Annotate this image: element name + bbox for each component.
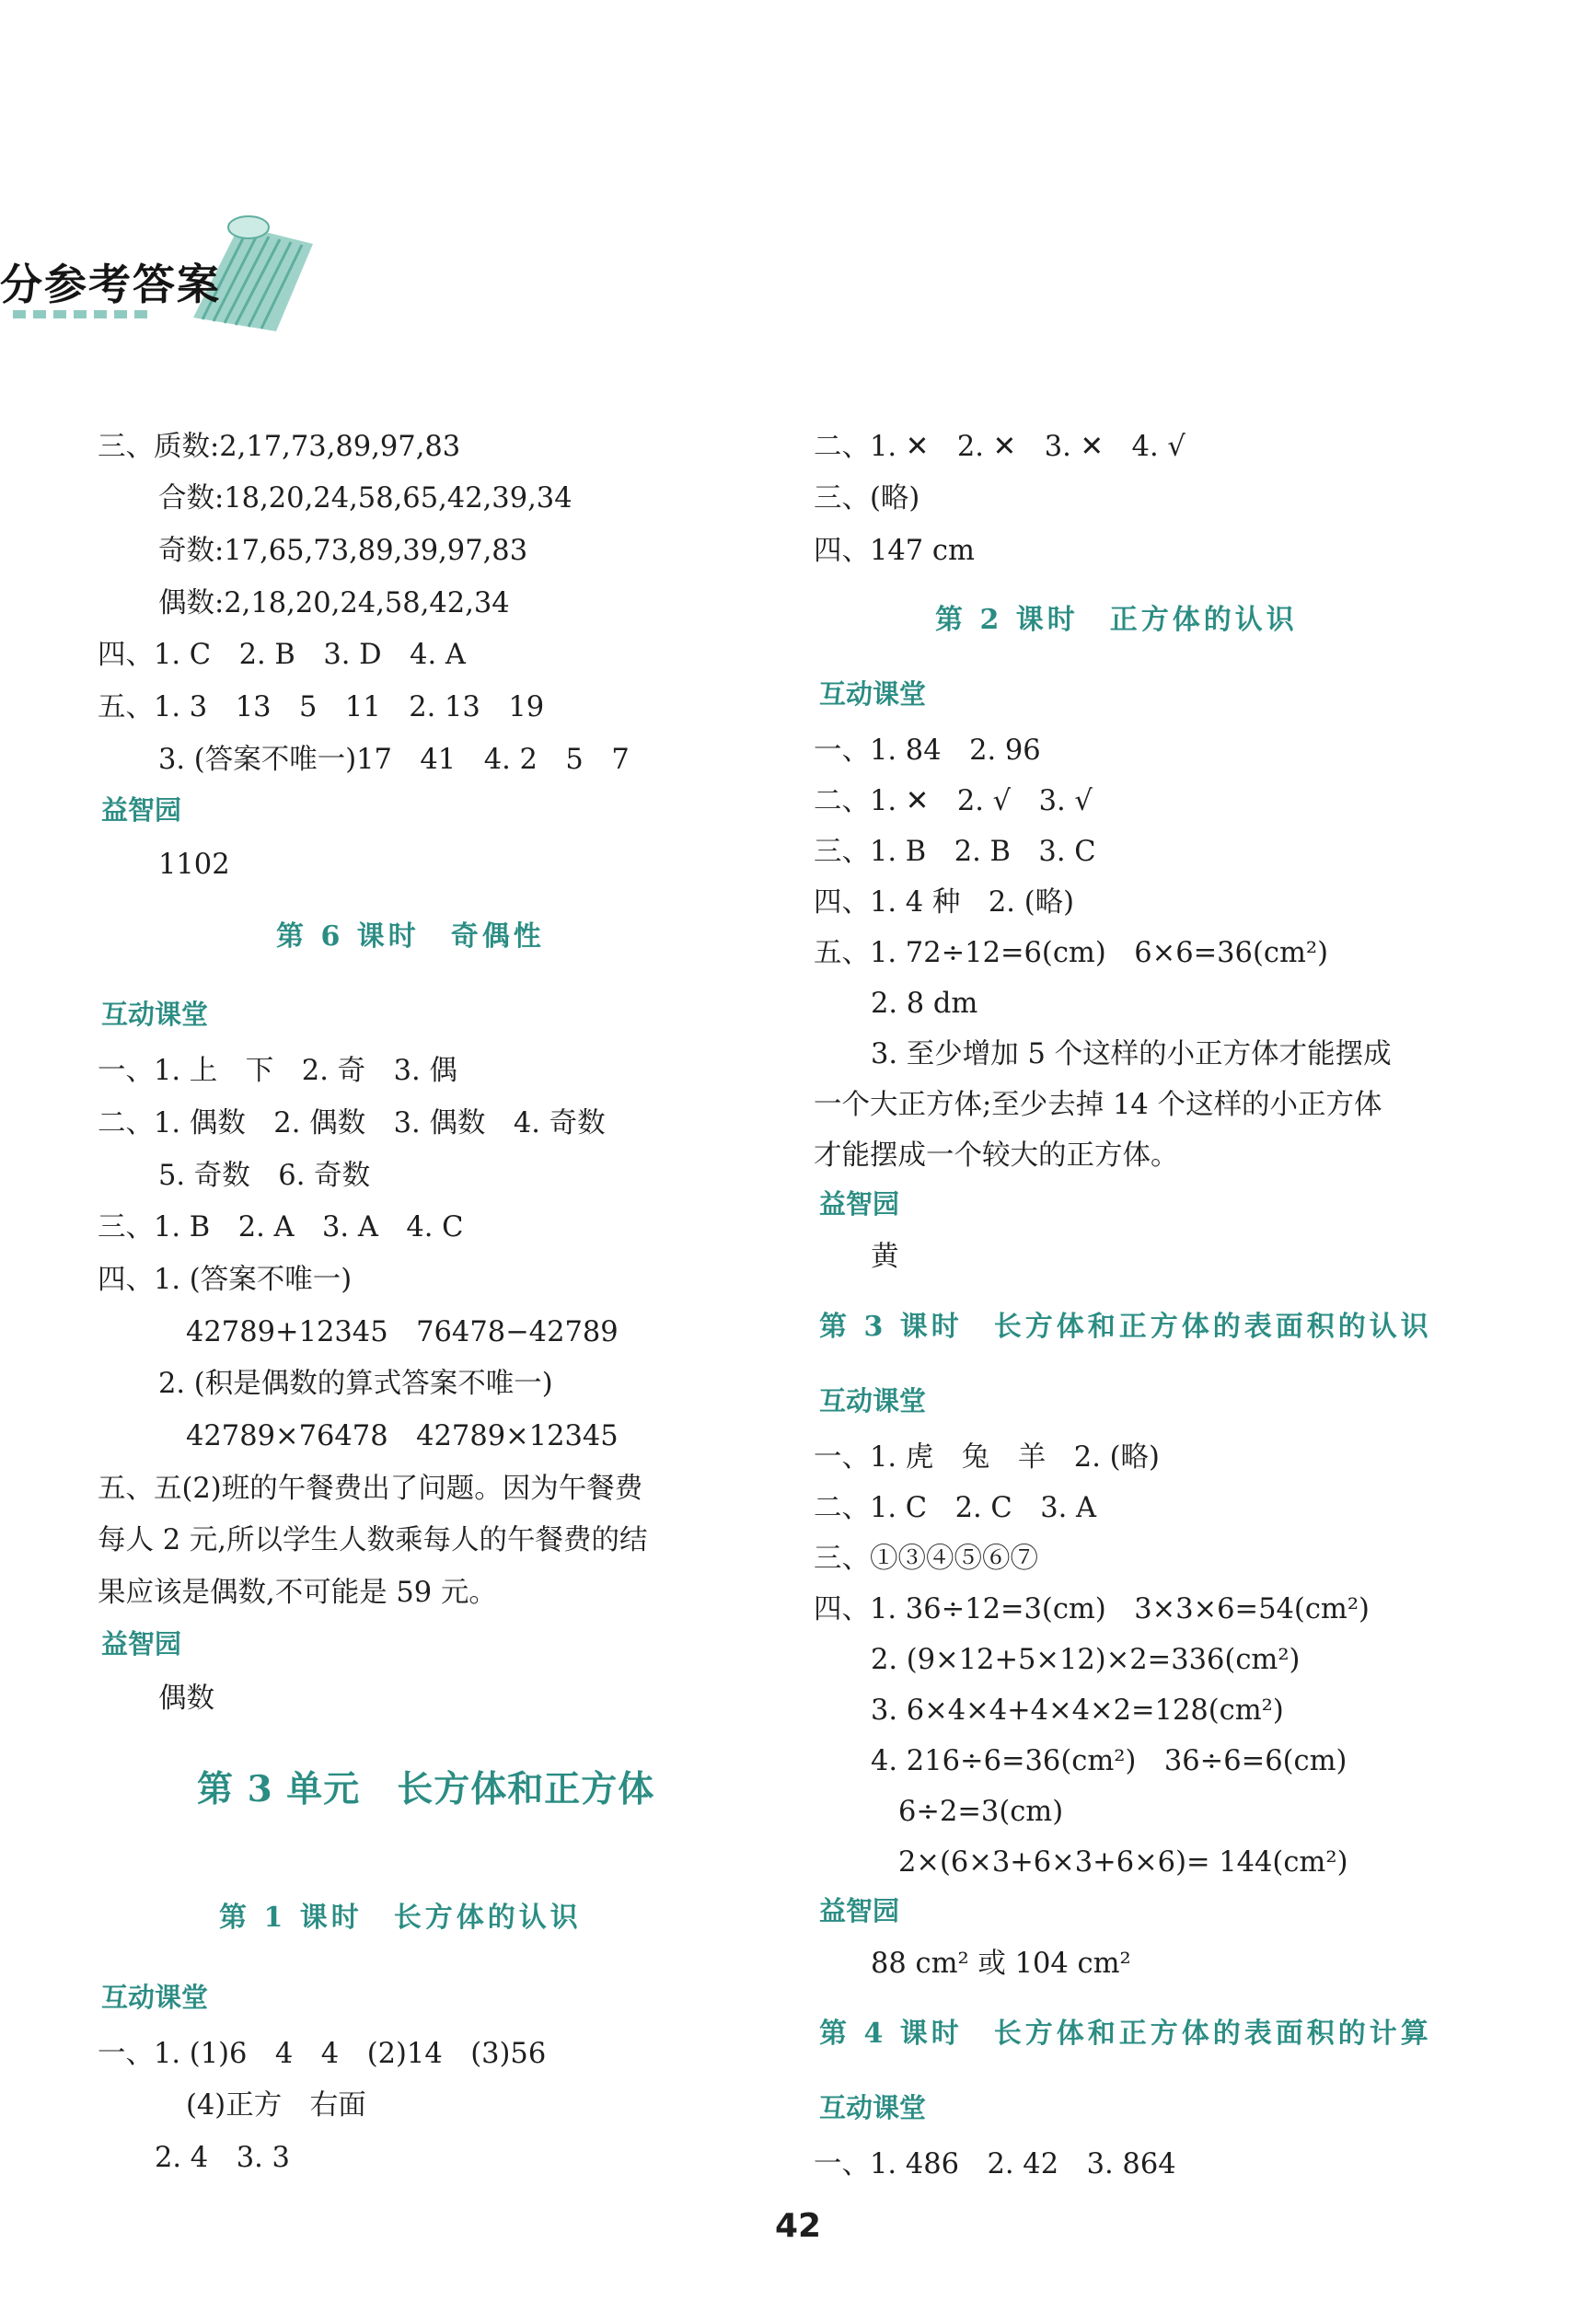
answer-line: 五、1. 3 13 5 11 2. 13 19 — [98, 691, 545, 723]
answer-line: 果应该是偶数,不可能是 59 元。 — [98, 1577, 497, 1609]
answer-line: 1102 — [158, 849, 230, 881]
answer-line: 奇数:17,65,73,89,39,97,83 — [158, 535, 528, 567]
answer-line: 6÷2=3(cm) — [898, 1796, 1064, 1828]
answer-line: 四、147 cm — [814, 535, 975, 567]
answer-line: 五、1. 72÷12=6(cm) 6×6=36(cm²) — [814, 937, 1328, 969]
answer-line: 一、1. 84 2. 96 — [814, 734, 1041, 767]
answer-line: 五、五(2)班的午餐费出了问题。因为午餐费 — [98, 1473, 643, 1505]
header-banner — [0, 207, 331, 345]
answer-line: 2. (积是偶数的算式答案不唯一) — [158, 1368, 553, 1400]
answer-line: 一、1. 上 下 2. 奇 3. 偶 — [98, 1055, 457, 1087]
answer-line: 三、1. B 2. A 3. A 4. C — [98, 1211, 464, 1243]
section-heading: 互动课堂 — [819, 678, 927, 710]
answer-line: 一、1. (1)6 4 4 (2)14 (3)56 — [98, 2038, 547, 2070]
answer-line: 三、1. B 2. B 3. C — [814, 836, 1096, 868]
answer-line: (4)正方 右面 — [186, 2089, 366, 2122]
unit-title: 第 3 单元 长方体和正方体 — [197, 1768, 655, 1810]
answer-line: 二、1. ✕ 2. √ 3. √ — [814, 785, 1093, 817]
answer-line: 一个大正方体;至少去掉 14 个这样的小正方体 — [814, 1089, 1382, 1121]
answer-line: 合数:18,20,24,58,65,42,39,34 — [158, 482, 572, 515]
section-heading: 互动课堂 — [101, 999, 209, 1030]
section-heading: 益智园 — [819, 1188, 900, 1220]
answer-line: 三、质数:2,17,73,89,97,83 — [98, 431, 461, 463]
answer-line: 四、1. 4 种 2. (略) — [814, 886, 1074, 919]
answer-line: 3. 至少增加 5 个这样的小正方体才能摆成 — [871, 1038, 1392, 1070]
section-heading: 益智园 — [101, 794, 182, 826]
section-heading: 益智园 — [819, 1895, 900, 1926]
answer-line: 四、1. (答案不唯一) — [98, 1264, 353, 1296]
answer-line: 三、①③④⑤⑥⑦ — [814, 1543, 1038, 1575]
section-heading: 互动课堂 — [819, 1385, 927, 1417]
answer-line: 2. 4 3. 3 — [155, 2142, 290, 2174]
answer-line: 2. (9×12+5×12)×2=336(cm²) — [871, 1644, 1301, 1676]
answer-line: 三、(略) — [814, 482, 920, 515]
answer-line: 42789×76478 42789×12345 — [186, 1420, 619, 1452]
answer-line: 二、1. ✕ 2. ✕ 3. ✕ 4. √ — [814, 431, 1185, 463]
answer-line: 四、1. 36÷12=3(cm) 3×3×6=54(cm²) — [814, 1593, 1370, 1625]
section-heading: 互动课堂 — [819, 2092, 927, 2123]
answer-line: 2. 8 dm — [871, 988, 978, 1020]
answer-line: 88 cm² 或 104 cm² — [871, 1948, 1131, 1980]
answer-line: 二、1. C 2. C 3. A — [814, 1492, 1097, 1524]
answer-line: 二、1. 偶数 2. 偶数 3. 偶数 4. 奇数 — [98, 1107, 606, 1139]
answer-line: 4. 216÷6=36(cm²) 36÷6=6(cm) — [871, 1745, 1347, 1777]
answer-line: 偶数 — [158, 1683, 214, 1715]
answer-line: 才能摆成一个较大的正方体。 — [814, 1139, 1179, 1172]
answer-line: 3. (答案不唯一)17 41 4. 2 5 7 — [158, 744, 630, 776]
lesson-title: 第 1 课时 长方体的认识 — [219, 1902, 582, 1934]
answer-line: 偶数:2,18,20,24,58,42,34 — [158, 587, 510, 619]
lesson-title: 第 4 课时 长方体和正方体的表面积的计算 — [819, 2018, 1432, 2050]
section-heading: 互动课堂 — [101, 1982, 209, 2013]
answer-line: 42789+12345 76478−42789 — [186, 1316, 619, 1348]
answer-line: 3. 6×4×4+4×4×2=128(cm²) — [871, 1694, 1284, 1727]
header-dots — [13, 310, 147, 318]
answer-line: 黄 — [871, 1241, 899, 1273]
answer-line: 四、1. C 2. B 3. D 4. A — [98, 639, 466, 671]
section-heading: 益智园 — [101, 1628, 182, 1660]
answer-line: 一、1. 486 2. 42 3. 864 — [814, 2148, 1176, 2180]
lesson-title: 第 6 课时 奇偶性 — [276, 920, 545, 953]
answer-line: 5. 奇数 6. 奇数 — [158, 1160, 371, 1192]
header-title: 分参考答案 — [0, 260, 221, 309]
answer-line: 2×(6×3+6×3+6×6)= 144(cm²) — [898, 1846, 1348, 1879]
answer-line: 每人 2 元,所以学生人数乘每人的午餐费的结 — [98, 1524, 648, 1556]
lesson-title: 第 3 课时 长方体和正方体的表面积的认识 — [819, 1311, 1432, 1343]
page-number: 42 — [774, 2207, 822, 2245]
answer-line: 一、1. 虎 兔 羊 2. (略) — [814, 1441, 1160, 1474]
lesson-title: 第 2 课时 正方体的认识 — [935, 604, 1298, 636]
